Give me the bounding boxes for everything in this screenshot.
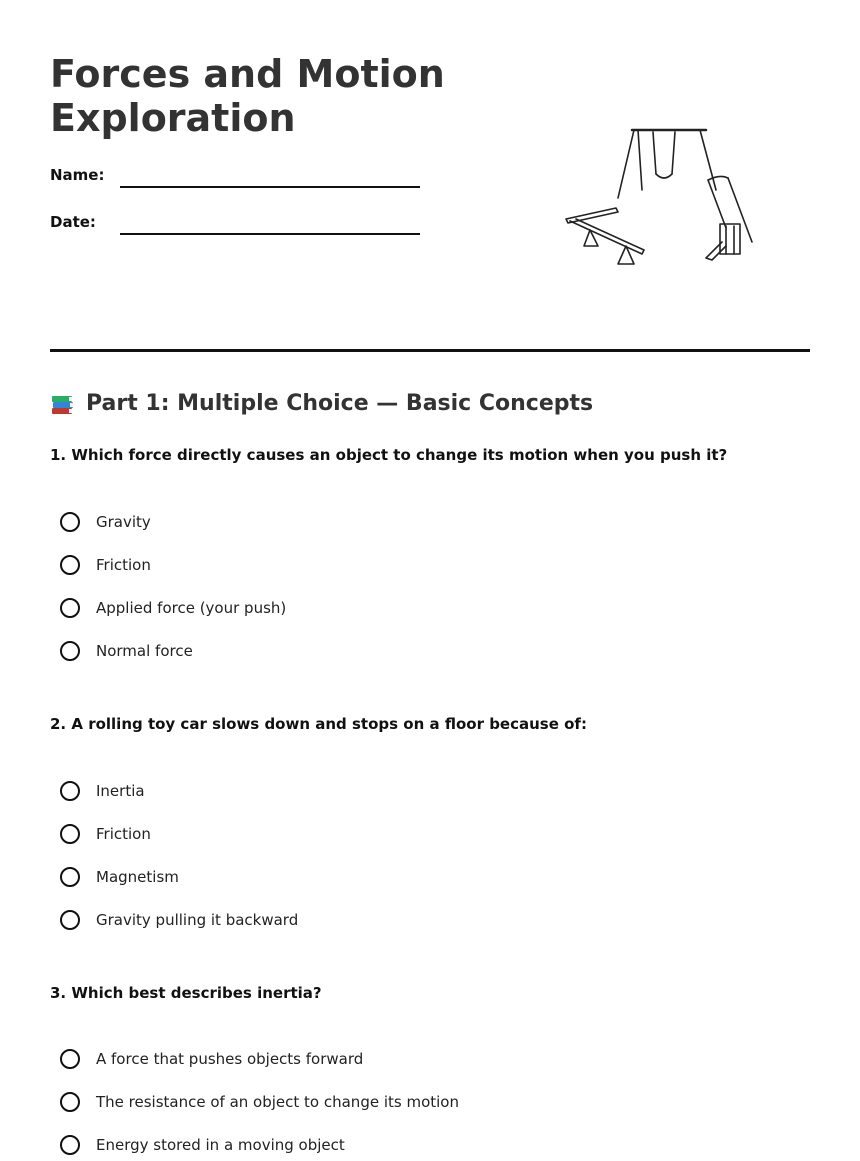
title-line-1: Forces and Motion	[50, 52, 445, 96]
option-label: Applied force (your push)	[96, 599, 287, 617]
q2-option-4[interactable]	[60, 907, 298, 933]
name-field[interactable]	[50, 166, 430, 196]
radio-button[interactable]	[60, 867, 80, 887]
name-line[interactable]	[120, 186, 420, 188]
radio-button[interactable]	[60, 824, 80, 844]
section-heading-text: Part 1: Multiple Choice — Basic Concepts	[86, 391, 594, 416]
q1-option-1[interactable]	[60, 509, 151, 535]
option-label: Inertia	[96, 782, 145, 800]
option-label: A force that pushes objects forward	[96, 1050, 364, 1068]
books-icon	[50, 391, 76, 417]
option-label: Gravity pulling it backward	[96, 911, 299, 929]
radio-button[interactable]	[60, 781, 80, 801]
radio-button[interactable]	[60, 598, 80, 618]
q3-option-2[interactable]	[60, 1089, 459, 1115]
q3-option-3[interactable]	[60, 1132, 345, 1158]
q3-option-1[interactable]	[60, 1046, 363, 1072]
radio-button[interactable]	[60, 641, 80, 661]
q2-option-3[interactable]	[60, 864, 179, 890]
option-label: Friction	[96, 556, 151, 574]
playground-icon	[560, 122, 760, 277]
radio-button[interactable]	[60, 1135, 80, 1155]
question-1: 1. Which force directly causes an object to change its motion when you push it?	[50, 446, 728, 464]
option-label: The resistance of an object to change its motion	[96, 1093, 459, 1111]
question-2: 2. A rolling toy car slows down and stops on a floor because of:	[50, 715, 587, 733]
date-label: Date:	[50, 213, 96, 231]
radio-button[interactable]	[60, 1049, 80, 1069]
option-label: Normal force	[96, 642, 193, 660]
worksheet-title	[50, 52, 445, 140]
section-divider	[50, 349, 810, 352]
radio-button[interactable]	[60, 555, 80, 575]
date-field[interactable]	[50, 213, 430, 243]
option-label: Friction	[96, 825, 151, 843]
q2-option-2[interactable]	[60, 821, 151, 847]
date-line[interactable]	[120, 233, 420, 235]
name-label: Name:	[50, 166, 105, 184]
q2-option-1[interactable]	[60, 778, 145, 804]
option-label: Magnetism	[96, 868, 179, 886]
q1-option-2[interactable]	[60, 552, 151, 578]
question-3: 3. Which best describes inertia?	[50, 984, 322, 1002]
radio-button[interactable]	[60, 910, 80, 930]
radio-button[interactable]	[60, 512, 80, 532]
title-line-2: Exploration	[50, 96, 296, 140]
radio-button[interactable]	[60, 1092, 80, 1112]
q1-option-3[interactable]	[60, 595, 286, 621]
section-heading-part-1	[50, 388, 593, 420]
option-label: Energy stored in a moving object	[96, 1136, 345, 1154]
q1-option-4[interactable]	[60, 638, 193, 664]
option-label: Gravity	[96, 513, 151, 531]
